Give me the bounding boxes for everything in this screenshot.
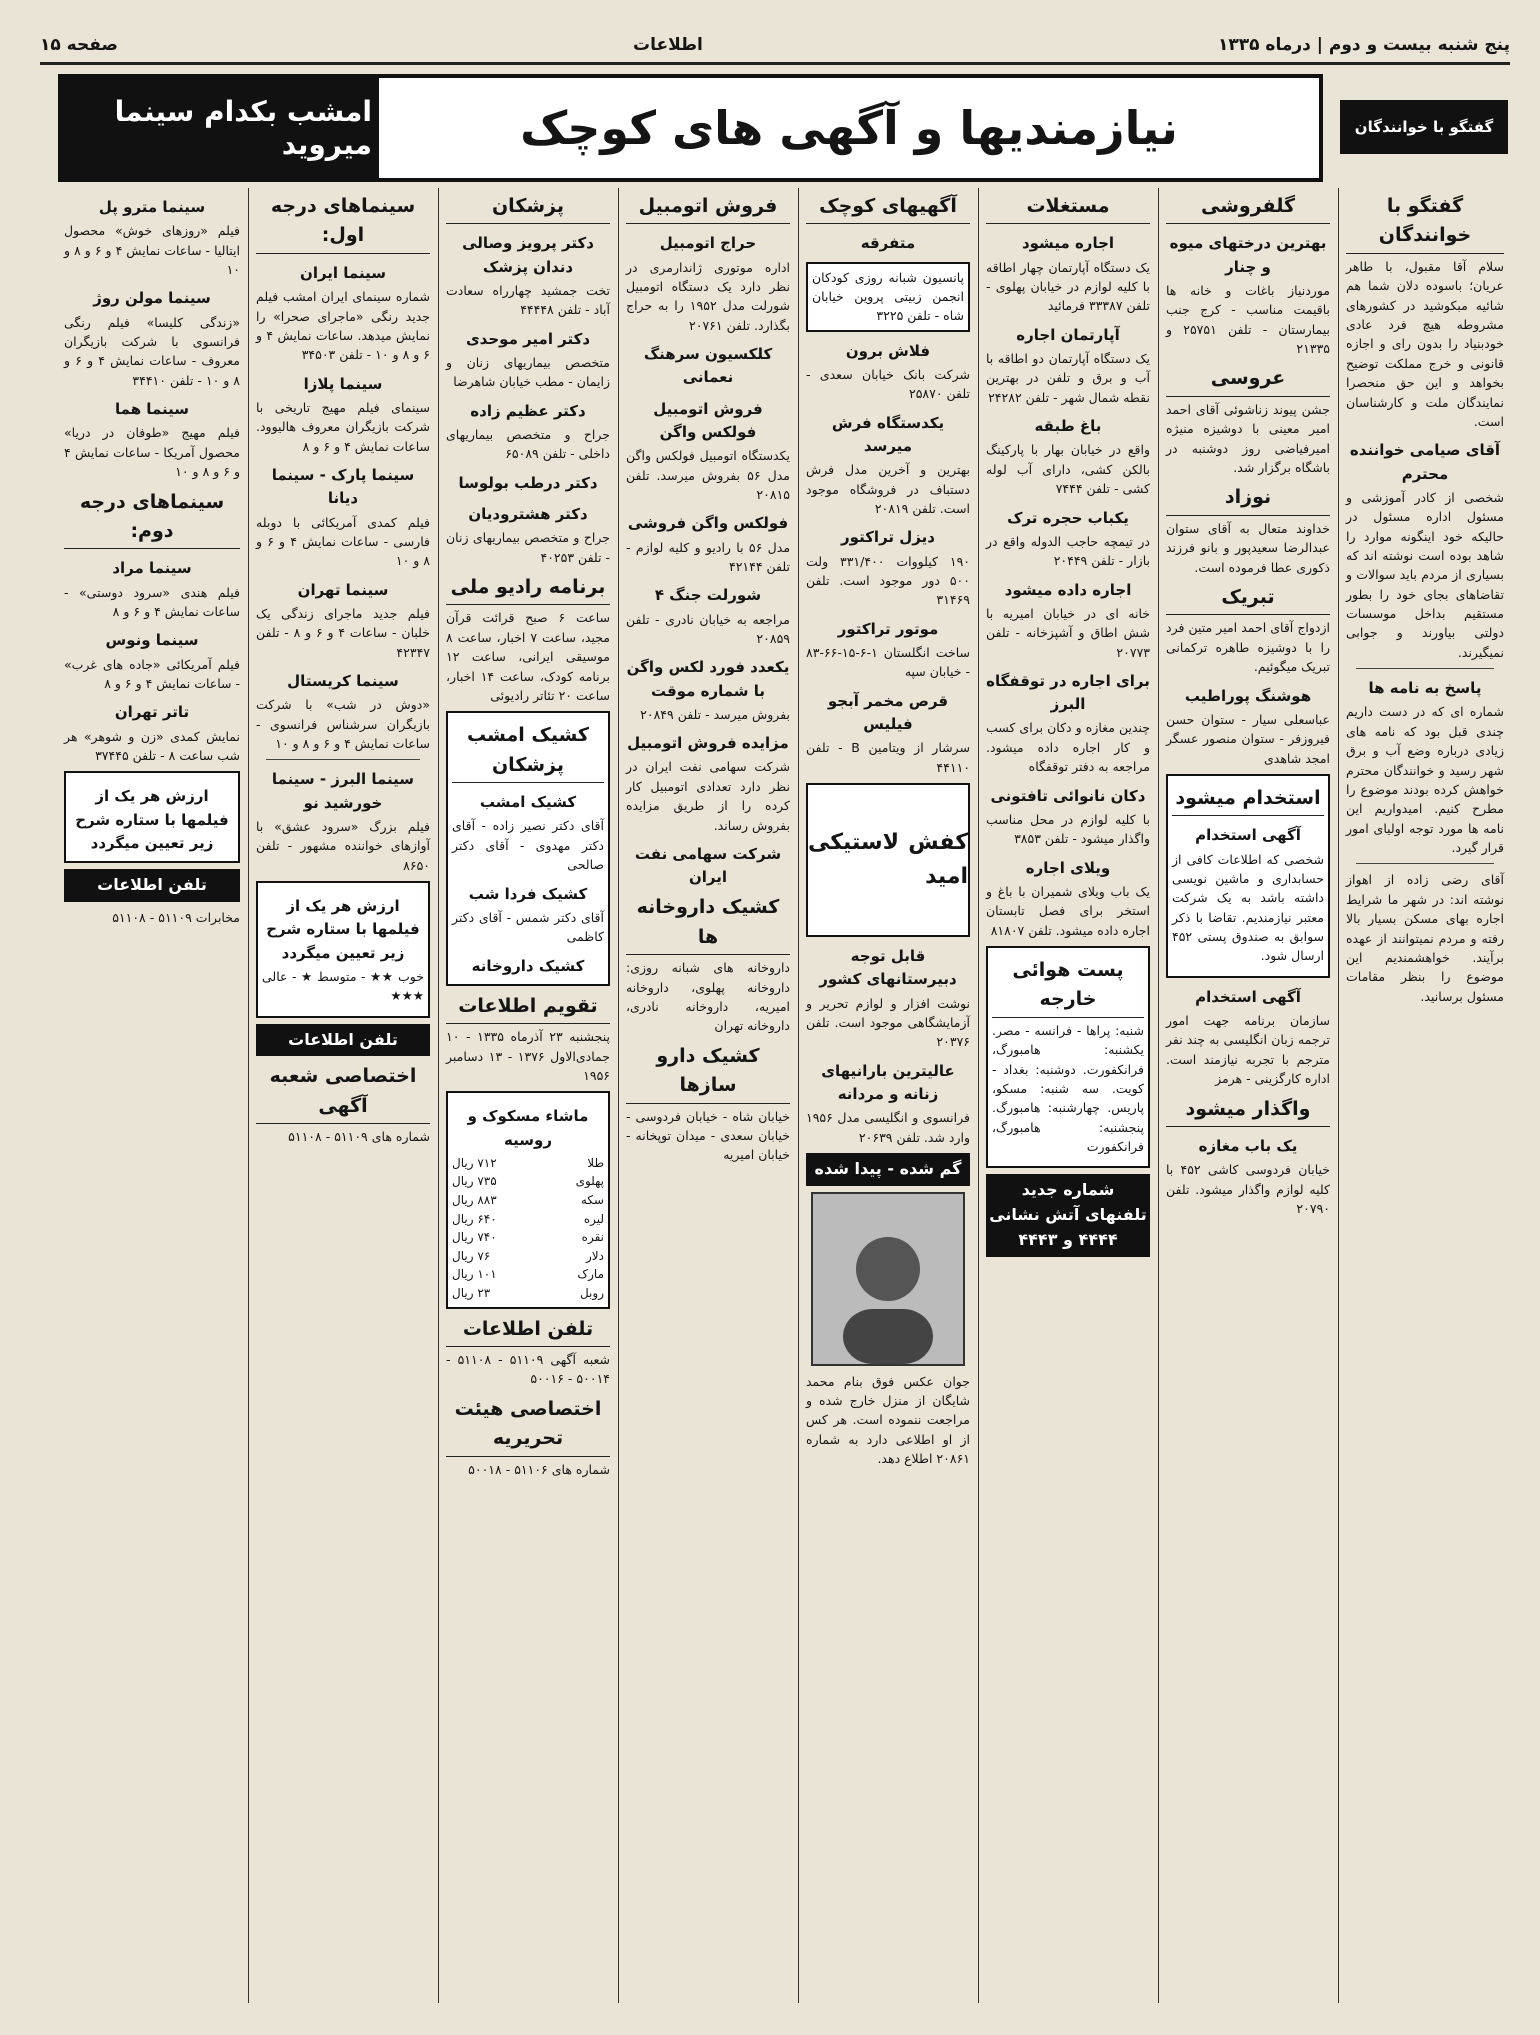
ad-text: اداره موتوری ژاندارمری در نظر دارد یک دستگاه اتومبیل شورلت مدل ۱۹۵۲ را به حراج بگذارد. تلفن ۲۰۷۶۱ [626,259,790,333]
fire-dept-notice: شماره جدید تلفنهای آتش نشانی ۴۴۴۴ و ۴۴۴۳ [986,1174,1150,1256]
column-real-estate [980,188,1156,2003]
readers-banner: گفتگو با خوانندگان [1340,100,1508,154]
ad-heading: یک باب مغازه [1198,1137,1298,1155]
cinema-text: فیلم کمدی آمریکائی با دوبله فارسی - ساعات نمایش ۴ و ۶ و ۸ و ۱۰ [256,514,430,569]
section-title: تقویم اطلاعات [446,992,610,1024]
price-row [452,1210,604,1229]
ad-text: مراجعه به خیابان نادری - تلفن ۲۰۸۵۹ [626,611,790,646]
price-value: ۸۸۳ ریال [452,1193,497,1207]
cinema-text: فیلم هندی «سرود دوستی» - ساعات نمایش ۴ و ۶ و ۸ [64,584,240,619]
ad-heading: بهترین درختهای میوه و چنار [1169,234,1327,276]
ad-heading: باغ طبقه [1034,417,1102,436]
rating-title: ارزش هر یک از فیلمها با ستاره شرح زیر تعیین میگردد [75,787,229,852]
ad-text: جشن پیوند زناشوئی آقای احمد امیر معینی با دوشیزه منیژه امیرفیاضی روز دوشنبه در باشگاه برگزار شد. [1166,401,1330,475]
ad-text: شماره های ۵۱۱۰۹ - ۵۱۱۰۸ [288,1129,430,1145]
cinema-name: سینما ونوس [105,631,199,650]
ad-heading: شورلت جنگ ۴ [654,586,762,605]
ad-heading: کلکسیون سرهنگ نعمانی [643,345,773,387]
ad-text: ساخت انگلستان ۱-۶-۱۵-۶۶-۸۳ - خیابان سپه [806,645,970,680]
ad-text: تخت جمشید چهارراه سعادت آباد - تلفن ۴۴۴۴۸ [446,282,610,318]
ad-heading: فلاش برون [845,341,931,360]
price-row [452,1265,604,1284]
ad-text: شرکت بانک خیابان سعدی - تلفن ۲۵۸۷۰ [806,367,970,402]
column-readers [1340,188,1510,2003]
ad-heading: یکعدد فورد لکس واگن با شماره موقت [626,658,790,700]
ad-text: فرانسوی و انگلیسی مدل ۱۹۵۶ وارد شد. تلفن ۲۰۶۳۹ [806,1110,970,1145]
ad-heading: دکان نانوائی تافتونی [990,786,1146,805]
ad-text: ساعت ۶ صبح قرائت قرآن مجید، ساعت ۷ اخبار، ساعت ۸ موسیقی ایرانی، ساعت ۱۲ برنامه کودک، ساعت ۱۴ اخبار، ساعت ۲۰ تئاتر رادیوئی [446,610,610,703]
price-name: دلار [586,1248,604,1263]
column-rule [1338,188,1339,2003]
ad-heading: ویلای اجاره [1025,858,1111,877]
ad-text: آقای دکتر شمس - آقای دکتر کاظمی [452,909,604,945]
price-row [452,1284,604,1303]
cinema-name: سینما مولن روژ [93,289,211,308]
section-title: اختصاصی شعبه آگهی [256,1062,430,1124]
cinema-text: فیلم آمریکائی «جاده های غرب» - ساعات نمایش ۴ و ۶ و ۸ [64,656,240,691]
ad-heading: قرص مخمر آبجو فیلیس [827,691,949,734]
price-name: سکه [580,1193,604,1207]
ad-text: شخصی که اطلاعات کافی از حسابداری و ماشین نویسی داشته باشد به یک شرکت معتبر نیازمندیم. تقاضا با ذکر سوابق به صندوق پستی ۴۵۲ ارسال شود. [1172,851,1324,964]
phone-title: تلفن اطلاعات [64,869,240,902]
ad-heading: فولکس واگن فروشی [627,514,789,533]
ad-text: شنبه: پراها - فرانسه - مصر. یکشنبه: هامبورگ، فرانکفورت. دوشنبه: بغداد - کویت. سه شنبه: مسکو، پاریس. چهارشنبه: هامبورگ. پنجشنبه: هامبورگ، فرانکفورت [992,1022,1144,1155]
classifieds-banner: نیازمندیها و آگهی های کوچک [375,74,1323,182]
cinema-text: سینمای فیلم مهیج تاریخی با شرکت بازیگران معروف هالیوود. ساعات نمایش ۴ و ۶ و ۸ [256,399,430,454]
phone-title: تلفن اطلاعات [256,1024,430,1057]
ad-heading: اجاره میشود [1021,234,1115,253]
ad-text: در تیمچه حاجب الدوله واقع در بازار - تلفن ۲۰۴۴۹ [986,533,1150,569]
cinema-name: سینما هما [115,400,189,419]
price-name: لیره [583,1211,604,1226]
cinema-name: سینما مراد [112,559,192,578]
cinema-text: فیلم «روزهای خوش» محصول ایتالیا - ساعات نمایش ۴ و ۶ و ۸ و ۱۰ [64,223,240,277]
ad-text: سرشار از ویتامین B - تلفن ۴۴۱۱۰ [806,740,970,775]
column-small-ads [800,188,976,2003]
ad-heading: دکتر پرویز وصالی دندان پزشک [462,234,594,276]
ad-heading: شرکت سهامی نفت ایران [634,844,782,887]
shoe-ad-title: کفش لاستیکی امید [808,829,968,890]
cinema-text: شماره سینمای ایران امشب فیلم جدید رنگی «ماجرای صحرا» را نمایش میدهد. ساعات نمایش ۴ و ۶ و ۸ و ۱۰ - تلفن ۳۴۵۰۳ [256,289,430,363]
section-title: پزشکان [446,192,610,224]
ad-text: ۱۹۰ کیلووات ۳۳۱/۴۰۰ ولت ۵۰۰ دور موجود است. تلفن ۳۱۴۶۹ [806,553,971,608]
cinema-text: نمایش کمدی «زن و شوهر» هر شب ساعت ۸ - تلفن ۳۷۴۴۵ [64,728,240,763]
ad-heading: کشیک فردا شب [468,884,588,903]
section-title: کشیک امشب پزشکان [452,721,604,783]
section-title: برنامه رادیو ملی [446,573,610,605]
column-rule [798,188,799,2003]
issue-date: پنج شنبه بیست و دوم | درماه ۱۳۳۵ [1217,35,1510,55]
ad-heading: اجاره داده میشود [1004,580,1132,599]
section-title: مستغلات [986,192,1150,224]
price-name: مارک [577,1267,604,1282]
article-text: شماره ای که در دست داریم چندی قبل بود که نامه های زیادی درباره وضع آب و برق شهر رسید و خوانندگان محترم خواهش کرده بودند موضوع را مطرح کنیم. امیدواریم این نامه ها مورد توجه اولیای امور قرار گیرد. [1346,704,1504,855]
ad-heading: دکتر هشترودیان [468,504,588,523]
column-cinemas-2 [58,188,246,2003]
ad-heading: متفرقه [860,234,916,253]
ad-text: ازدواج آقای احمد امیر متین فرد را با دوشیزه طاهره ترکمانی تبریک میگوئیم. [1166,620,1330,675]
ad-text: چندین مغازه و دکان برای کسب و کار اجاره داده میشود. مراجعه به دفتر توقفگاه [986,720,1150,775]
section-title: نوزاد [1166,483,1330,515]
ad-heading: هوشنگ پوراطیب [1184,686,1312,705]
ad-heading: آگهی استخدام [1195,987,1301,1006]
ad-text: موردنیاز باغات و خانه ها باقیمت مناسب - کرج جنب بیمارستان - تلفن ۲۵۷۵۱ و ۲۱۳۳۵ [1166,282,1330,357]
ad-heading: کشیک امشب [479,793,577,812]
ad-heading: موتور تراکتور [837,619,939,638]
ad-text: بفروش میرسد - تلفن ۲۰۸۴۹ [640,706,790,722]
price-value: ۷۴۰ ریال [452,1230,497,1245]
column-flowers-personal [1160,188,1336,2003]
ad-text: آقای دکتر نصیر زاده - آقای دکتر مهدوی - آقای دکتر صالحی [452,818,604,873]
paper-name: اطلاعات [633,35,703,55]
section-title: اختصاصی هیئت تحریریه [446,1395,610,1457]
ad-heading: یکباب حجره ترک [1007,508,1129,527]
ad-text: نوشت افزار و لوازم تحریر و آزمایشگاهی موجود است. تلفن ۲۰۳۷۶ [806,995,970,1050]
rating-legend [64,771,240,863]
price-name: روبل [579,1285,604,1300]
section-title: آگهیهای کوچک [806,192,970,224]
section-title: تلفن اطلاعات [446,1315,610,1347]
section-title: کشیک داروخانه ها [626,893,790,955]
section-title: عروسی [1166,364,1330,396]
cinema-text: «زندگی کلیسا» فیلم رنگی فرانسوی با شرکت بازیگران معروف - ساعات نمایش ۴ و ۶ و ۸ و ۱۰ - تلفن ۳۴۴۱۰ [64,314,240,388]
article-text: سلام آقا مقبول، با طاهر عریان؛ باسوده دلان شما هم شائیه مبکوشید در کشورهای مشروطه هیچ فرد عادی خودبنیاد را بدون رای و اجازه قانونی و خرج مملکت توضیح بخواهد و این حق منحصرا نمایندگان ملت و کارشناسان است. [1346,258,1504,429]
ad-heading: برای اجاره در توقفگاه البرز [986,671,1150,714]
column-cars [620,188,796,2003]
article-text: آقای رضی زاده از اهواز نوشته اند: در شهر ما شرایط اجاره بهای مسکن بسیار بالا رفته و مردم نمیتوانند از عهده برآیند. خواهشمندیم این موضوع را بنظر مقامات مسئول برسانید. [1346,872,1504,1004]
ad-text: سازمان برنامه جهت امور ترجمه زبان انگلیسی به چند نفر مترجم با تجربه نیازمند است. اداره کارگزینی - هرمز [1166,1013,1330,1087]
ad-text: مدل ۵۶ با رادیو و کلیه لوازم - تلفن ۴۲۱۴۴ [626,539,791,574]
section-title: گلفروشی [1166,192,1330,224]
price-value: ۷۱۲ ریال [452,1155,497,1170]
airmail-box [986,946,1150,1169]
column-rule [1158,188,1159,2003]
ad-heading: عالیترین بارانیهای زنانه و مردانه [821,1061,955,1103]
rating-title: ارزش هر یک از فیلمها با ستاره شرح زیر تعیین میگردد [266,897,420,962]
cinema-name: سینما کریستال [287,672,399,690]
boarding-school-ad: پانسیون شبانه روزی کودکان انجمن زبیتی پروین خیابان شاه - تلفن ۳۲۲۵ [806,262,970,332]
section-title: کشیک دارو سازها [626,1042,790,1104]
ad-heading: مزایده فروش اتومبیل [627,734,789,753]
divider [1356,668,1494,669]
ad-text: خیابان فردوسی کاشی ۴۵۲ با کلیه لوازم واگذار میشود. تلفن ۲۰۷۹۰ [1166,1162,1330,1216]
ad-heading: دکتر عظیم زاده [470,401,586,420]
price-value: ۶۴۰ ریال [452,1211,497,1226]
page-header [40,28,1510,65]
ad-text: بهترین و آخرین مدل فرش دستباف در فروشگاه موجود است. تلفن ۲۰۸۱۹ [806,462,970,517]
ad-text: واقع در خیابان بهار با پارکینگ بالکن کشی، دارای آب لوله کشی - تلفن ۷۴۴۴ [986,442,1150,497]
cinema-text: فیلم مهیج «طوفان در دریا» محصول آمریکا - ساعات نمایش ۴ و ۶ و ۸ و ۱۰ [64,425,240,480]
ad-text: شعبه آگهی ۵۱۱۰۹ - ۵۱۱۰۸ - ۵۰۰۱۴ - ۵۰۰۱۶ [446,1352,611,1387]
section-title: تبریک [1166,583,1330,615]
ad-text: جوان عکس فوق بنام محمد شایگان از منزل خارج شده و مراجعت ننموده است. هر کس از او اطلاعی دارد به شماره ۲۰۸۶۱ اطلاع دهد. [806,1373,970,1467]
cinema-name: سینما پلازا [303,374,383,393]
lost-found-title: گم شده - پیدا شده [806,1153,970,1186]
ad-heading: حراج اتومبیل [659,234,757,253]
ad-text: یک دستگاه آپارتمان چهار اطاقه با کلیه لوازم در خیابان پهلوی - تلفن ۳۳۳۸۷ فرمائید [986,259,1150,314]
column-rule [248,188,249,2003]
ad-heading: یکدستگاه فرش میرسد [831,413,945,456]
ad-text: عباسعلی سیار - ستوان حسن فیروزفر - ستوان منصور عسگر امجد شاهدی [1166,711,1330,766]
cinema-name: سینما البرز - سینما خورشید نو [271,770,415,812]
divider [266,759,420,760]
article-text: شخصی از کادر آموزشی و مسئول اداره مسئول در حالیکه خود اینگونه موارد را شاهد بوده است نوشته اند که بسیاری از مردم باید سوالات و تقاضاهای بجای خود را بطور مستقیم بداخل موسسات دولتی بیاورند و جوابی نمیگیرند. [1346,489,1504,660]
price-row [452,1172,604,1191]
price-value: ۲۳ ریال [452,1285,491,1300]
price-value: ۱۰۱ ریال [452,1267,497,1282]
price-list [452,1154,604,1303]
missing-person-photo [811,1192,965,1366]
column-rule [978,188,979,2003]
ad-heading: دکتر درطب بولوسا [458,473,598,492]
section-title: پست هوائی خارجه [992,956,1144,1018]
ad-heading: دکتر امیر موحدی [465,329,591,348]
ad-text: داروخانه های شبانه روزی: داروخانه پهلوی، داروخانه امیریه، داروخانه نادری، داروخانه تهران [626,960,790,1034]
coin-prices-box [446,1091,610,1308]
ad-heading: آپارتمان اجاره [1016,325,1120,344]
cinema-text: «دوش در شب» با شرکت بازیگران سرشناس فرانسوی - ساعات نمایش ۴ و ۶ و ۸ و ۱۰ [256,697,430,751]
cinema-text: فیلم بزرگ «سرود عشق» با آوازهای خواننده مشهور - تلفن ۸۶۵۰ [256,818,430,873]
ad-heading: فروش اتومبیل فولکس واگن [653,399,763,441]
ad-text: با کلیه لوازم در محل مناسب واگذار میشود - تلفن ۳۸۵۳ [986,811,1150,847]
column-rule [438,188,439,2003]
divider [1356,863,1494,864]
rating-key: خوب ★★ - متوسط ★ - عالی ★★★ [262,968,424,1004]
price-value: ۷۶ ریال [452,1248,491,1263]
ad-heading: کشیک داروخانه [471,956,585,975]
cinema-name: سینما ایران [300,263,386,282]
ad-text: شماره های ۵۱۱۰۶ - ۵۰۰۱۸ [468,1461,610,1477]
cinema-text: فیلم جدید ماجرای زندگی یک خلبان - ساعات ۴ و ۶ و ۸ - تلفن ۴۲۳۴۷ [256,605,431,660]
section-title: واگذار میشود [1166,1095,1330,1127]
price-name: پهلوی [575,1174,604,1189]
column-title: گفتگو با خوانندگان [1346,192,1504,254]
on-call-box [446,711,610,986]
employment-box [1166,774,1330,978]
article-heading: آقای صیامی خواننده محترم [1349,441,1501,483]
price-value: ۷۳۵ ریال [452,1174,497,1189]
ad-text: شرکت سهامی نفت ایران در نظر دارد تعدادی اتومبیل کار کرده را از طریق مزایده بفروش رساند. [626,759,790,833]
ad-text: یک باب ویلای شمیران با باغ و استخر برای فصل تابستان اجاره داده میشود. تلفن ۸۱۸۰۷ [986,883,1150,938]
page-number: صفحه ۱۵ [40,35,118,55]
article-heading: پاسخ به نامه ها [1368,679,1482,698]
section-title: استخدام میشود [1172,784,1324,816]
ad-text: یکدستگاه اتومبیل فولکس واگن مدل ۵۶ بفروش میرسد. تلفن ۲۰۸۱۵ [626,448,790,502]
cinema-name: سینما تهران [297,580,389,599]
price-row [452,1191,604,1210]
ad-heading: ماشاء مسکوک و روسیه [467,1107,589,1149]
shoe-ad [806,783,970,937]
price-row [452,1247,604,1266]
section-title: فروش اتومبیل [626,192,790,224]
ad-text: خانه ای در خیابان امیریه با شش اطاق و آشپزخانه - تلفن ۲۰۷۷۳ [986,605,1150,660]
cinema-banner: امشب بکدام سینما میروید [58,74,376,182]
column-doctors [440,188,616,2003]
cinema-name: تاتر تهران [114,703,190,722]
price-row [452,1154,604,1173]
ad-text: خداوند متعال به آقای ستوان عبدالرضا سعیدپور و بانو فرزند ذکوری عطا فرموده است. [1166,520,1330,575]
ad-text: یک دستگاه آپارتمان دو اطاقه با آب و برق و تلفن در بهترین نقطه شمال شهر - تلفن ۲۴۲۸۲ [986,351,1150,405]
column-cinemas-1 [250,188,436,2003]
portrait-icon [828,1214,948,1364]
ad-text: مخابرات ۵۱۱۰۹ - ۵۱۱۰۸ [112,909,240,925]
rating-legend [256,881,430,1018]
cinema-name: سینما پارک - سینما دیانا [271,466,415,508]
ad-heading: دیزل تراکتور [841,528,935,547]
ad-text: متخصص بیماریهای زنان و زایمان - مطب خیابان شاهرضا [446,354,610,390]
section-title: سینماهای درجه اول: [256,192,430,254]
ad-text: پنجشنبه ۲۳ آذرماه ۱۳۳۵ - ۱۰ جمادی‌الاول ۱۳۷۶ - ۱۳ دسامبر ۱۹۵۶ [446,1029,610,1083]
cinema-name: سینما مترو پل [98,198,206,216]
ad-text: جراح و متخصص بیماریهای زنان - تلفن ۴۰۲۵۳ [446,530,610,565]
price-row [452,1228,604,1247]
section-title: سینماهای درجه دوم: [64,488,240,550]
ad-heading: آگهی استخدام [1195,826,1301,845]
ad-text: خیابان شاه - خیابان فردوسی - خیابان سعدی - میدان توپخانه - خیابان امیریه [626,1108,790,1163]
ad-heading: قابل توجه دبیرستانهای کشور [819,947,957,989]
price-name: نقره [581,1230,604,1245]
column-rule [618,188,619,2003]
price-name: طلا [587,1155,604,1170]
ad-text: جراح و متخصص بیماریهای داخلی - تلفن ۶۵۰۸۹ [446,426,610,462]
newspaper-page [40,28,1510,2013]
